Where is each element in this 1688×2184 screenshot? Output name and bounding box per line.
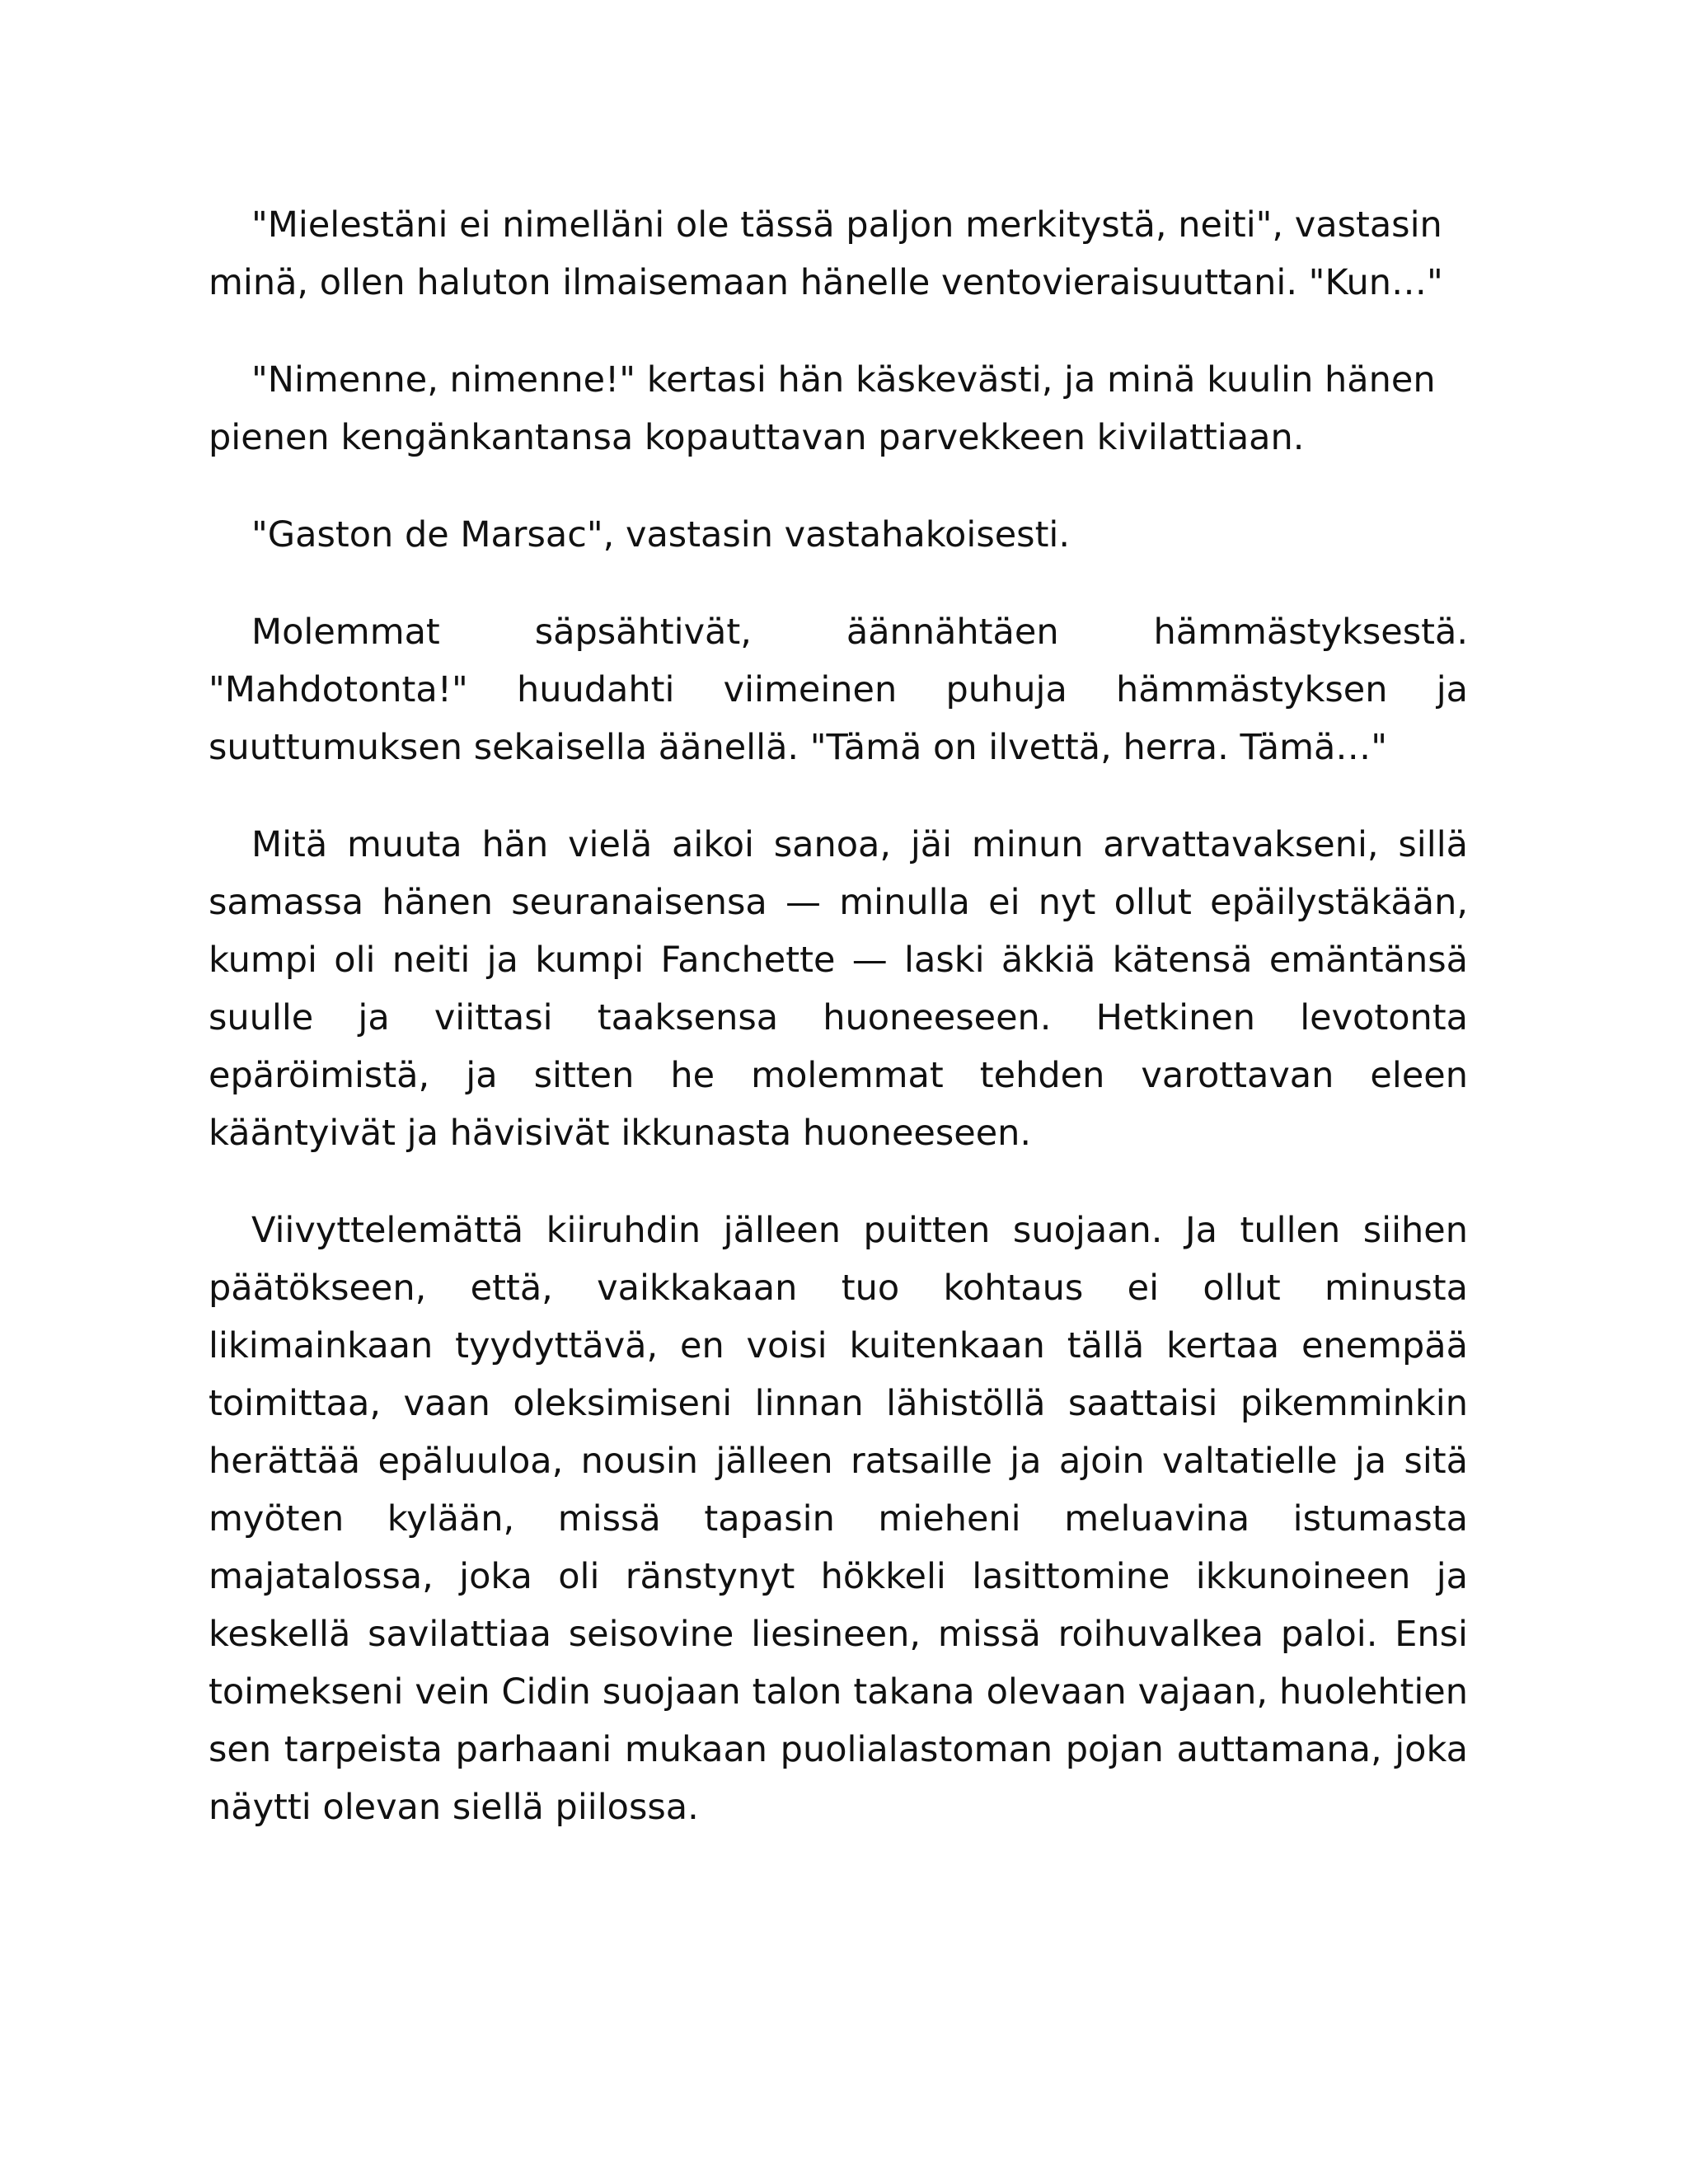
paragraph-3: "Gaston de Marsac", vastasin vastahakoisesti. [251, 514, 1071, 555]
paragraph-5: Mitä muuta hän vielä aikoi sanoa, jäi minun arvattavakseni, sillä samassa hänen seuranaisensa — minulla ei nyt ollut epäilystäkään, kumpi oli neiti ja kumpi Fanchette — laski äkkiä kätensä emäntänsä suulle ja viittasi taaksensa huoneeseen. Hetkinen levotonta epäröimistä, ja sitten he molemmat tehden varottavan eleen kääntyivät ja hävisivät ikkunasta huoneeseen. [209, 824, 1468, 1154]
paragraph-2: "Nimenne, nimenne!" kertasi hän käskevästi, ja minä kuulin hänen pienen kengänkantansa kopauttavan parvekkeen kivilattiaan. [209, 359, 1436, 458]
paragraph-6: Viivyttelemättä kiiruhdin jälleen puitten suojaan. Ja tullen siihen päätökseen, että, vaikkakaan tuo kohtaus ei ollut minusta likimainkaan tyydyttävä, en voisi kuitenkaan tällä kertaa enempää toimittaa, vaan oleksimiseni linnan lähistöllä saattaisi pikemminkin herättää epäluuloa, nousin jälleen ratsaille ja ajoin valtatielle ja sitä myöten kylään, missä tapasin mieheni meluavina istumasta majatalossa, joka oli ränstynyt hökkeli lasittomine ikkunoineen ja keskellä savilattiaa seisovine liesineen, missä roihuvalkea paloi. Ensi toimekseni vein Cidin suojaan talon takana olevaan vajaan, huolehtien sen tarpeista parhaani mukaan puolialastoman pojan auttamana, joka näytti olevan siellä piilossa. [209, 1210, 1468, 1828]
paragraph-4: Molemmat säpsähtivät, äännähtäen hämmästyksestä. "Mahdotonta!" huudahti viimeinen puhuja hämmästyksen ja suuttumuksen sekaisella äänellä. "Tämä on ilvettä, herra. Tämä…" [209, 612, 1468, 768]
document-page [209, 196, 1468, 1876]
paragraph-1: "Mielestäni ei nimelläni ole tässä paljon merkitystä, neiti", vastasin minä, ollen haluton ilmaisemaan hänelle ventovieraisuuttani. "Kun…" [209, 204, 1443, 303]
